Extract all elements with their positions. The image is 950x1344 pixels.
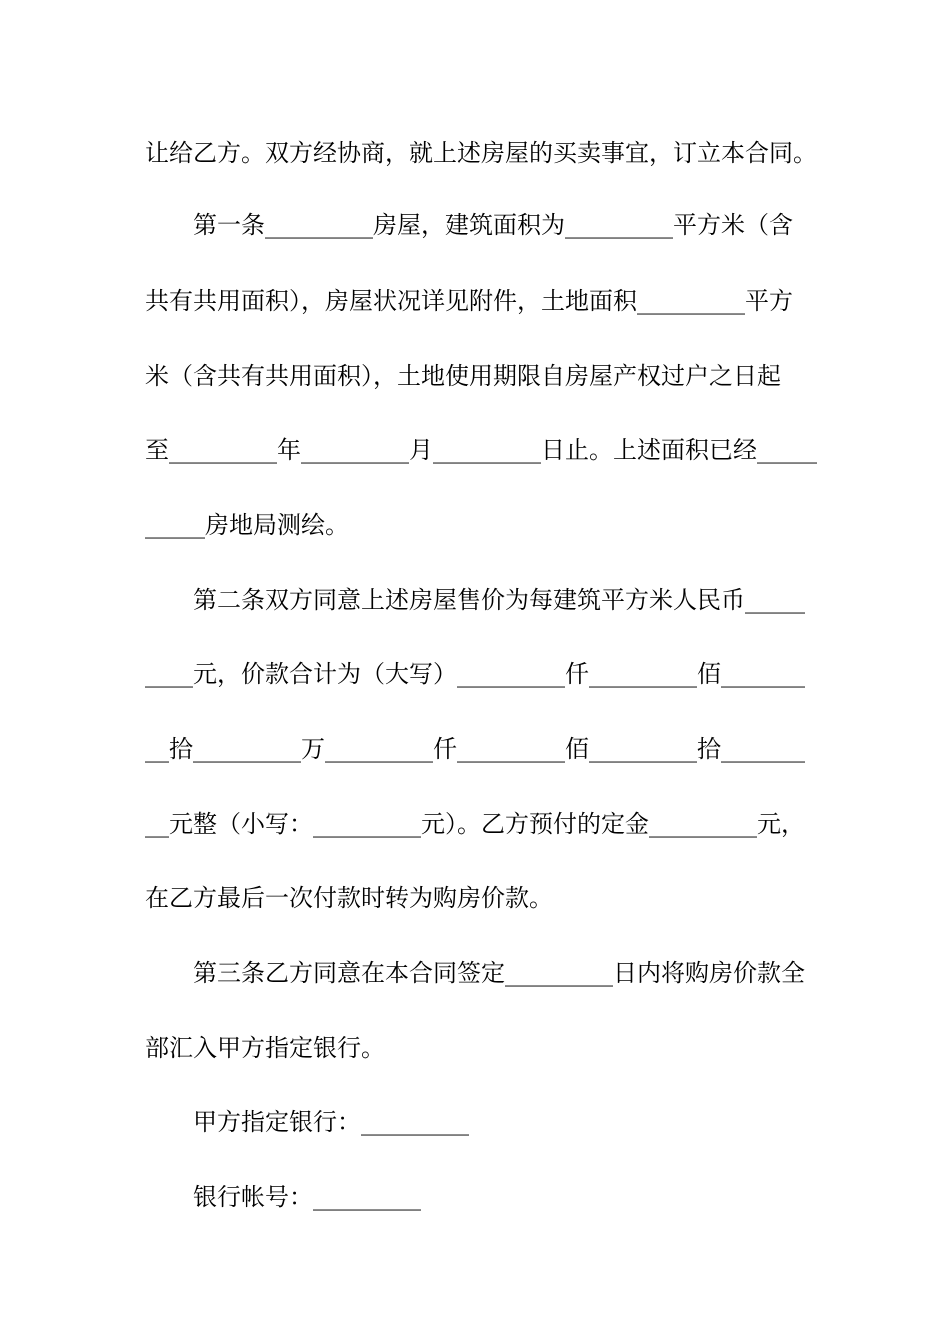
article-2-line: 第二条双方同意上述房屋售价为每建筑平方米人民币_____ — [193, 586, 805, 614]
paragraph-line: ____元，价款合计为（大写）_________仟_________佰_______ — [145, 660, 805, 688]
article-3-line: 第三条乙方同意在本合同签定_________日内将购房价款全 — [193, 959, 805, 987]
paragraph-line: 部汇入甲方指定银行。 — [145, 1034, 385, 1062]
designated-bank-line: 甲方指定银行：_________ — [193, 1108, 469, 1136]
article-1-line: 第一条_________房屋，建筑面积为_________平方米（含 — [193, 211, 793, 239]
paragraph-line: 在乙方最后一次付款时转为购房价款。 — [145, 884, 553, 912]
paragraph-line: _____房地局测绘。 — [145, 511, 349, 539]
paragraph-line: __拾_________万_________仟_________佰_________拾_______ — [145, 735, 805, 763]
paragraph-line: 共有共用面积），房屋状况详见附件，土地面积_________平方 — [145, 287, 793, 315]
paragraph-line: __元整（小写：_________元）。乙方预付的定金_________元， — [145, 810, 805, 838]
paragraph-line: 至_________年_________月_________日止。上述面积已经_____ — [145, 436, 817, 464]
paragraph-line: 让给乙方。双方经协商，就上述房屋的买卖事宜，订立本合同。 — [145, 139, 817, 167]
bank-account-line: 银行帐号：_________ — [193, 1183, 421, 1211]
paragraph-line: 米（含共有共用面积），土地使用期限自房屋产权过户之日起 — [145, 362, 781, 390]
